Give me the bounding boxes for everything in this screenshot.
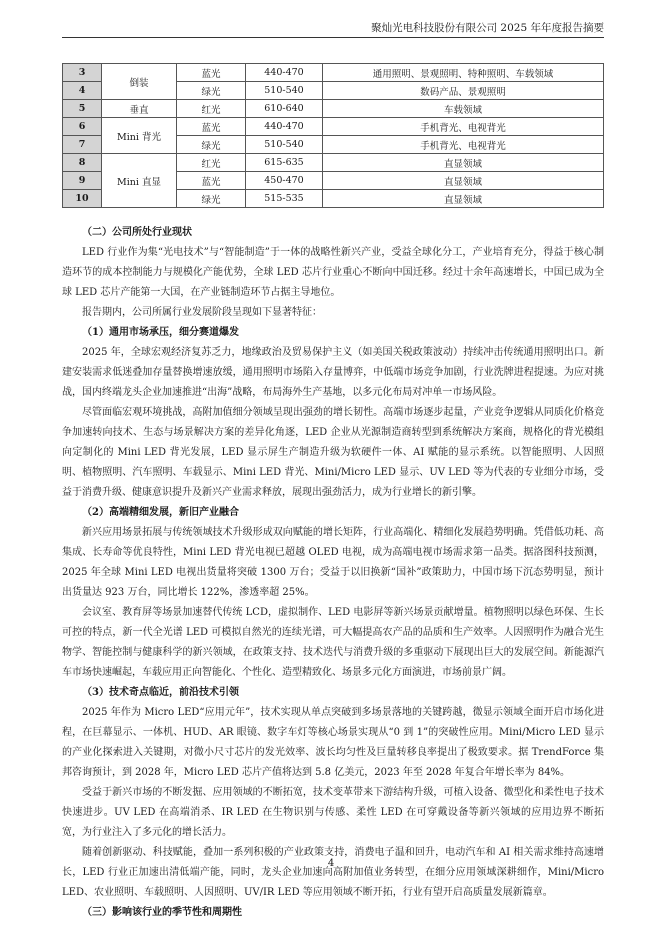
table-row bbox=[63, 154, 604, 172]
wavelength: 615-635 bbox=[246, 154, 323, 172]
row-number: 4 bbox=[63, 82, 102, 100]
row-number: 5 bbox=[63, 100, 102, 118]
section-heading: （3）技术奇点临近，前沿技术引领 bbox=[82, 687, 239, 698]
section-heading: （1）通用市场承压，细分赛道爆发 bbox=[82, 327, 239, 338]
paragraph: 受益于新兴市场的不断发掘、应用领域的不断拓宽，技术变革带来下游结构升级，可植入设备、微型化和柔性电子技术快速进步。UV LED 在高端消杀、IR LED 在生物识别与传感、柔性 LED 在可穿戴设备等新兴领域的应用边界不断拓宽，为行业注入了多元化的增长活力。 bbox=[62, 787, 604, 838]
application-field: 手机背光、电视背光 bbox=[323, 118, 604, 136]
wavelength: 510-540 bbox=[246, 82, 323, 100]
light-color: 蓝光 bbox=[177, 118, 246, 136]
section-heading: （二）公司所处行业现状 bbox=[82, 227, 192, 238]
led-product-table bbox=[62, 63, 604, 208]
application-field: 通用照明、景观照明、特种照明、车载领域 bbox=[323, 64, 604, 82]
wavelength: 610-640 bbox=[246, 100, 323, 118]
light-color: 蓝光 bbox=[177, 172, 246, 190]
row-number: 9 bbox=[63, 172, 102, 190]
section-heading: （2）高端精细发展，新旧产业融合 bbox=[82, 507, 239, 518]
paragraph: 会议室、教育屏等场景加速替代传统 LCD，虚拟制作、LED 电影屏等新兴场景贡献增量。植物照明以绿色环保、生长可控的特点，新一代全光谱 LED 可模拟自然光的连续光谱，可大幅提高农产品的品质和生产效率。人因照明作为融合光生物学、智能控制与健康科学的新兴领域，在政策支持、技术迭代与消费升级的多重驱动下展现出巨大的发展空间。新能源汽车市场快速崛起，车载应用正向智能化、个性化、造型精致化、场景多元化方面演进，市场前景广阔。 bbox=[62, 607, 604, 678]
row-number: 6 bbox=[63, 118, 102, 136]
row-number: 3 bbox=[63, 64, 102, 82]
wavelength: 510-540 bbox=[246, 136, 323, 154]
application-field: 数码产品、景观照明 bbox=[323, 82, 604, 100]
chip-type: 垂直 bbox=[102, 100, 177, 118]
wavelength: 515-535 bbox=[246, 190, 323, 208]
table-row bbox=[63, 100, 604, 118]
paragraph: 2025 年作为 Micro LED“应用元年”，技术实现从单点突破到多场景落地的关键跨越，微显示领域全面开启市场化进程，在巨幕显示、一体机、HUD、AR 眼镜、数字车灯等核心场景实现从“0 到 1”的突破性应用。Mini/Micro LED 显示的产业化探索进入关键期，对微小尺寸芯片的发光效率、波长均匀性及巨量转移良率提出了极致要求。据 TrendForce 集邦咨询预计，到 2028 年，Micro LED 芯片产值将达到 5.8 亿美元，2023 年至 2028 年复合年增长率为 84%。 bbox=[62, 707, 604, 778]
chip-type: 倒装 bbox=[102, 64, 177, 100]
wavelength: 450-470 bbox=[246, 172, 323, 190]
application-field: 手机背光、电视背光 bbox=[323, 136, 604, 154]
paragraph: 新兴应用场景拓展与传统领域技术升级形成双向赋能的增长矩阵，行业高端化、精细化发展趋势明确。凭借低功耗、高集成、长寿命等优良特性，Mini LED 背光电视已超越 OLED 电视，成为高端电视市场需求第一品类。据洛图科技预测，2025 年全球 Mini LED 电视出货量将突破 1300 万台；受益于以旧换新“国补”政策助力，中国市场下沉态势明显，预计出货量达 923 万台，同比增长 122%，渗透率超 25%。 bbox=[62, 527, 604, 598]
application-field: 直显领域 bbox=[323, 172, 604, 190]
light-color: 绿光 bbox=[177, 136, 246, 154]
application-field: 车载领域 bbox=[323, 100, 604, 118]
application-field: 直显领域 bbox=[323, 190, 604, 208]
table-row bbox=[63, 64, 604, 82]
chip-type: Mini 背光 bbox=[102, 118, 177, 154]
light-color: 红光 bbox=[177, 100, 246, 118]
row-number: 8 bbox=[63, 154, 102, 172]
paragraph: 随着创新驱动、科技赋能，叠加一系列积极的产业政策支持，消费电子温和回升，电动汽车和 AI 相关需求维持高速增长，LED 行业正加速出清低端产能，同时，龙头企业加速向高附加值业务转型，在细分应用领域深耕细作，Mini/Micro LED、农业照明、车载照明、人因照明、UV/IR LED 等应用领域不断开拓，行业有望开启高质量发展新篇章。 bbox=[62, 847, 604, 898]
light-color: 红光 bbox=[177, 154, 246, 172]
header-rule bbox=[62, 37, 604, 38]
wavelength: 440-470 bbox=[246, 118, 323, 136]
paragraph: 尽管面临宏观环境挑战，高附加值细分领域呈现出强劲的增长韧性。高端市场逐步起量，产业竞争逻辑从同质化价格竞争加速转向技术、生态与场景解决方案的差异化角逐，LED 企业从光源制造商转型到系统解决方案商，规格化的背光模组向定制化的 Mini LED 背光发展，LED 显示屏生产制造升级为软硬件一体、AI 赋能的显示系统。以智能照明、人因照明、植物照明、汽车照明、车载显示、Mini LED 背光、Mini/Micro LED 显示、UV LED 等为代表的专业细分市场，受益于消费升级、健康意识提升及新兴产业需求释放，展现出强劲活力，成为行业增长的新引擎。 bbox=[62, 407, 604, 498]
light-color: 绿光 bbox=[177, 190, 246, 208]
row-number: 7 bbox=[63, 136, 102, 154]
main-content bbox=[62, 223, 604, 923]
paragraph: 报告期内，公司所属行业发展阶段呈现如下显著特征： bbox=[82, 307, 322, 318]
section-heading: （三）影响该行业的季节性和周期性 bbox=[82, 907, 242, 918]
wavelength: 440-470 bbox=[246, 64, 323, 82]
paragraph: 2025 年，全球宏观经济复苏乏力，地缘政治及贸易保护主义（如美国关税政策波动）持续冲击传统通用照明出口。新建安装需求低迷叠加存量替换增速放缓，通用照明市场陷入存量博弈，中低端市场竞争加剧，行业洗牌进程提速。为应对挑战，国内终端龙头企业加速推进“出海”战略，布局海外生产基地，以多元化布局对冲单一市场风险。 bbox=[62, 347, 604, 398]
row-number: 10 bbox=[63, 190, 102, 208]
application-field: 直显领域 bbox=[323, 154, 604, 172]
paragraph: LED 行业作为集“光电技术”与“智能制造”于一体的战略性新兴产业，受益全球化分工，产业培育充分，得益于核心制造环节的成本控制能力与规模化产能优势，全球 LED 芯片行业重心不断向中国迁移。经过十余年高速增长，中国已成为全球 LED 芯片产能第一大国，在产业链制造环节占据主导地位。 bbox=[62, 247, 604, 298]
light-color: 绿光 bbox=[177, 82, 246, 100]
report-header: 聚灿光电科技股份有限公司 2025 年年度报告摘要 bbox=[371, 22, 604, 34]
table-row bbox=[63, 118, 604, 136]
page-number: 4 bbox=[327, 858, 335, 869]
light-color: 蓝光 bbox=[177, 64, 246, 82]
chip-type: Mini 直显 bbox=[102, 154, 177, 208]
